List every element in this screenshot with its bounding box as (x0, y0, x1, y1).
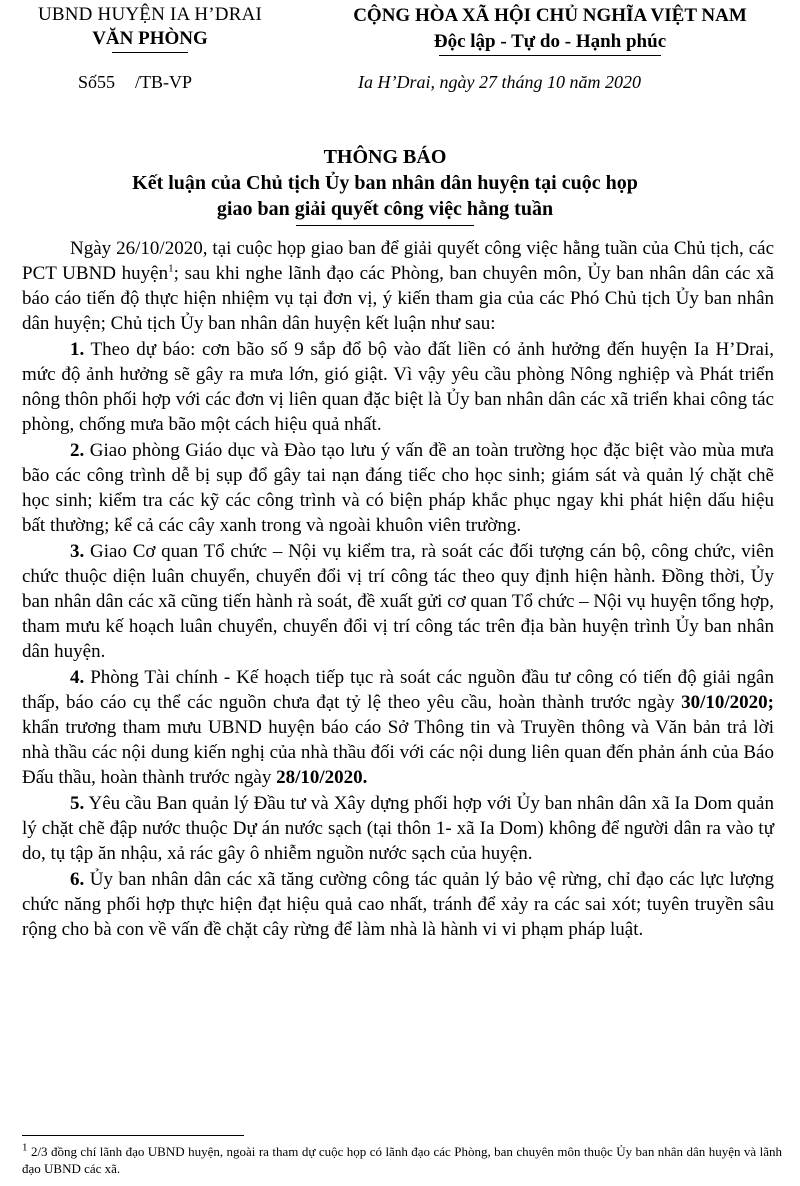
footnote-separator (22, 1135, 244, 1136)
footnote-text: 2/3 đồng chí lãnh đạo UBND huyện, ngoài ra tham dự cuộc họp có lãnh đạo các Phòng, ban chuyên môn thuộc Ủy ban nhân dân huyện và lãnh đạo UBND các xã. (22, 1144, 782, 1176)
document-title-block (0, 144, 770, 226)
item-5-text: Yêu cầu Ban quản lý Đầu tư và Xây dựng phối hợp với Ủy ban nhân dân xã Ia Dom quản lý chặt chẽ đập nước thuộc Dự án nước sạch (tại thôn 1- xã Ia Dom) không để người dân ra vào tự do, tụ tập ăn nhậu, xả rác gây ô nhiễm nguồn nước sạch của huyện. (22, 793, 774, 864)
motto-underline (439, 55, 661, 56)
document-subtitle-line-1: Kết luận của Chủ tịch Ủy ban nhân dân huyện tại cuộc họp (132, 172, 638, 194)
document-date: Ia H’Drai, ngày 27 tháng 10 năm 2020 (358, 72, 641, 92)
issuing-authority (0, 3, 300, 53)
item-2-number: 2. (70, 440, 85, 461)
intro-paragraph (22, 236, 774, 336)
item-3-text: Giao Cơ quan Tổ chức – Nội vụ kiểm tra, rà soát các đối tượng cán bộ, công chức, viên chức thuộc diện luân chuyển, chuyển đổi vị trí công tác theo quy định hiện hành. Đồng thời, Ủy ban nhân dân các xã cũng tiến hành rà soát, đề xuất gửi cơ quan Tổ chức – Nội vụ huyện tổng hợp, tham mưu kế hoạch luân chuyển, chuyển đổi vị trí công tác trên địa bàn huyện trình Ủy ban nhân dân huyện. (22, 541, 774, 662)
national-motto: Độc lập - Tự do - Hạnh phúc (433, 31, 667, 52)
footnote-number: 1 (22, 1141, 28, 1154)
footnote-reference: 1 (168, 262, 174, 275)
authority-underline (112, 52, 188, 53)
item-3 (22, 539, 774, 664)
document-number-label: Số55 (78, 72, 116, 92)
item-6 (22, 867, 774, 942)
intro-text-1: Ngày 26/10/2020, tại cuộc họp giao ban để giải quyết công việc hằng tuần của Chủ tịch, các PCT UBND huyện (22, 238, 774, 284)
republic-name: CỘNG HÒA XÃ HỘI CHỦ NGHĨA VIỆT NAM (353, 5, 747, 26)
item-4-number: 4. (70, 667, 85, 688)
item-6-number: 6. (70, 869, 85, 890)
item-5-number: 5. (70, 793, 85, 814)
intro-text-2: ; sau khi nghe lãnh đạo các Phòng, ban chuyên môn, Ủy ban nhân dân các xã báo cáo tiến độ thực hiện nhiệm vụ tại đơn vị, ý kiến tham gia của các Phó Chủ tịch Ủy ban nhân dân huyện; Chủ tịch Ủy ban nhân dân huyện kết luận như sau: (22, 263, 774, 334)
item-2-text: Giao phòng Giáo dục và Đào tạo lưu ý vấn đề an toàn trường học đặc biệt vào mùa mưa bão các công trình dễ bị sụp đổ gây tai nạn đáng tiếc cho học sinh; giám sát và quản lý chặt chẽ học sinh; kiểm tra các kỹ các công trình và có biện pháp khắc phục ngay khi phát hiện dấu hiệu bất thường; kể cả các cây xanh trong và ngoài khuôn viên trường. (22, 440, 774, 536)
item-1 (22, 337, 774, 437)
item-4-text-a: Phòng Tài chính - Kế hoạch tiếp tục rà soát các nguồn đầu tư công có tiến độ giải ngân thấp, báo cáo cụ thể các nguồn chưa đạt tỷ lệ theo yêu cầu, hoàn thành trước ngày (22, 667, 774, 713)
document-body (22, 236, 774, 943)
title-underline (296, 225, 474, 226)
item-3-number: 3. (70, 541, 85, 562)
item-4-deadline-1: 30/10/2020; (681, 692, 774, 713)
authority-name: UBND HUYỆN IA H’DRAI (37, 4, 263, 25)
office-name: VĂN PHÒNG (92, 28, 208, 49)
document-code: /TB-VP (135, 72, 193, 92)
document-number (78, 72, 192, 93)
item-5 (22, 791, 774, 866)
item-2 (22, 438, 774, 538)
document-title: THÔNG BÁO (323, 146, 447, 168)
item-1-number: 1. (70, 339, 85, 360)
item-4-text-b: khẩn trương tham mưu UBND huyện báo cáo Sở Thông tin và Truyền thông và Văn bản trả lời nhà thầu các nội dung kiến nghị của nhà thầu đối với các nội dung liên quan đến phản ánh của Báo Đấu thầu, hoàn thành trước ngày (22, 717, 774, 788)
document-subtitle-line-2: giao ban giải quyết công việc hằng tuần (216, 198, 554, 220)
item-6-text: Ủy ban nhân dân các xã tăng cường công tác quản lý bảo vệ rừng, chỉ đạo các lực lượng chức năng phối hợp thực hiện đạt hiệu quả cao nhất, tránh để xảy ra các sai xót; tuyên truyền sâu rộng cho bà con về vấn đề chặt cây rừng để làm nhà là hành vi vi phạm pháp luật. (22, 869, 774, 940)
item-4-deadline-2: 28/10/2020. (276, 767, 368, 788)
national-heading (300, 3, 800, 56)
item-4 (22, 665, 774, 790)
item-1-text: Theo dự báo: cơn bão số 9 sắp đổ bộ vào đất liền có ảnh hưởng đến huyện Ia H’Drai, mức độ ảnh hưởng sẽ gây ra mưa lớn, gió giật. Vì vậy yêu cầu phòng Nông nghiệp và Phát triển nông thôn phối hợp với các đơn vị liên quan đặc biệt là Ủy ban nhân dân các xã triển khai công tác phòng, chống mưa bão một cách hiệu quả nhất. (22, 339, 774, 435)
footnote (22, 1143, 782, 1177)
